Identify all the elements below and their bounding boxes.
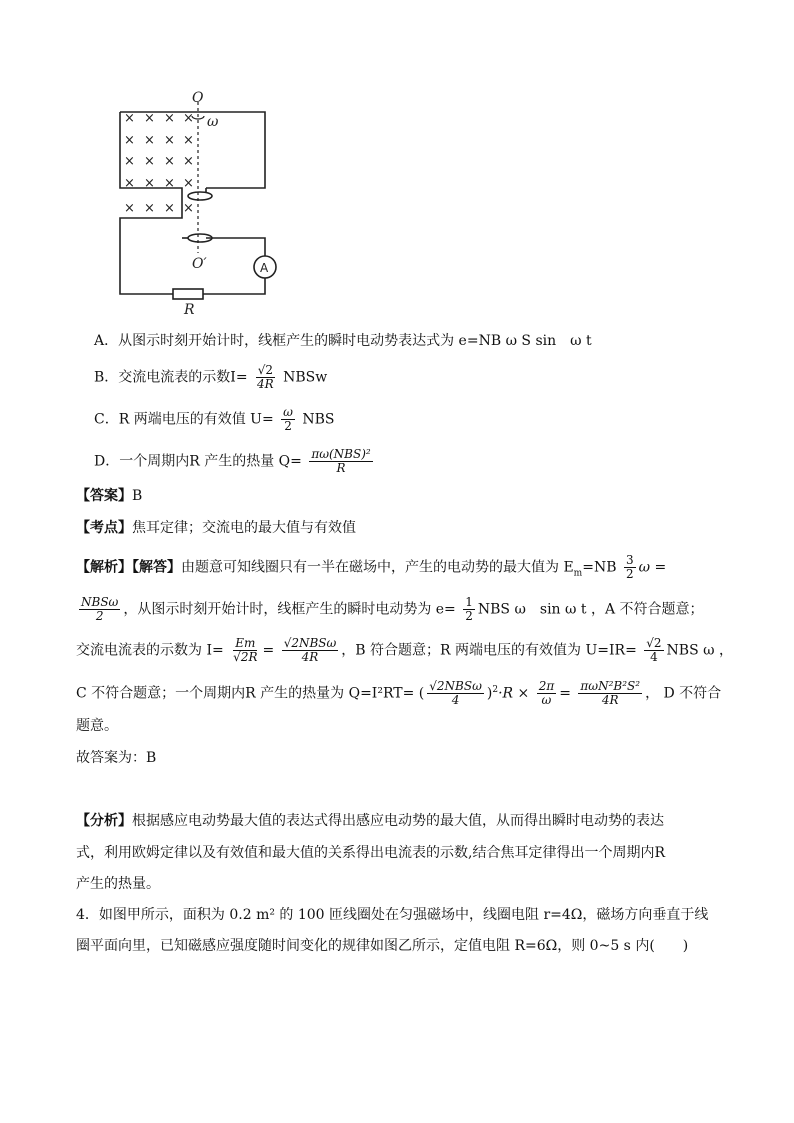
- option-b: [94, 364, 327, 391]
- fraction: [463, 596, 475, 623]
- field-cross: ×: [144, 201, 155, 216]
- frac-num: Em: [235, 636, 256, 650]
- analysis-tag: 【解析】【解答】: [76, 559, 181, 576]
- field-cross: ×: [144, 154, 155, 169]
- option-c-suffix: NBS: [302, 411, 335, 428]
- frac-den: 4: [451, 693, 460, 708]
- analysis-text: 交流电流表的示数为 I=: [76, 642, 224, 659]
- analysis-text: =NB: [582, 559, 617, 576]
- q4-line-1: 4．如图甲所示，面积为 0.2 m² 的 100 匝线圈处在匀强磁场中，线圈电阻 r=4Ω，磁场方向垂直于线: [76, 907, 709, 923]
- analysis-text: ω =: [638, 559, 667, 576]
- analysis-text: =: [262, 642, 275, 659]
- field-cross: ×: [144, 111, 155, 126]
- frac-den: 2: [465, 609, 473, 623]
- analysis-text: C 不符合题意；一个周期内R 产生的热量为 Q=I²RT=: [76, 685, 415, 702]
- analysis-text: =: [559, 685, 571, 702]
- label-o-prime: O′: [192, 256, 207, 272]
- frac-num: ω: [283, 405, 293, 419]
- analysis-line-5: 题意。: [76, 718, 118, 734]
- fenxi-line-3: 产生的热量。: [76, 876, 160, 892]
- option-b-suffix: NBSw: [283, 369, 328, 386]
- option-c-prefix: C．R 两端电压的有效值 U=: [94, 411, 274, 428]
- frac-num: 1: [465, 595, 473, 609]
- field-cross: ×: [164, 176, 175, 191]
- option-a: A．从图示时刻开始计时，线框产生的瞬时电动势表达式为 e=NB ω S sin ω t: [94, 333, 592, 349]
- field-cross: ×: [124, 133, 135, 148]
- fenxi-line-2: 式，利用欧姆定律以及有效值和最大值的关系得出电流表的示数,结合焦耳定律得出一个周期内R: [76, 845, 665, 861]
- frac-num: NBSω: [81, 595, 119, 609]
- frac-den: 2: [284, 419, 292, 433]
- field-cross: ×: [164, 154, 175, 169]
- field-cross: ×: [124, 201, 135, 216]
- analysis-text: NBS ω sin ω t ，A 不符合题意；: [477, 601, 704, 618]
- q4-line-2: 圈平面向里，已知磁感应强度随时间变化的规律如图乙所示，定值电阻 R=6Ω，则 0~5 s 内( ): [76, 938, 689, 954]
- kaodian-tag: 【考点】: [76, 520, 132, 536]
- field-cross: ×: [164, 201, 175, 216]
- kaodian-line: [76, 518, 356, 538]
- field-cross: ×: [183, 201, 194, 216]
- fraction: [624, 554, 636, 581]
- frac-den: √2R: [233, 650, 258, 664]
- frac-num: √2: [646, 636, 662, 650]
- analysis-text: ·R ×: [498, 685, 530, 702]
- frac-num: 2π: [538, 679, 555, 694]
- fenxi-text: 根据感应电动势最大值的表达式得出感应电动势的最大值，从而得出瞬时电动势的表达: [132, 813, 664, 829]
- fraction: [79, 596, 120, 623]
- kaodian-value: 焦耳定律；交流电的最大值与有效值: [132, 520, 356, 536]
- frac-den: 4R: [257, 377, 274, 391]
- option-d: [94, 448, 376, 475]
- frac-num: √2NBSω: [283, 636, 337, 650]
- field-cross: ×: [183, 111, 194, 126]
- frac-den: 2: [625, 567, 634, 581]
- frac-den: R: [336, 461, 346, 475]
- field-cross: ×: [183, 176, 194, 191]
- frac-den: 4R: [601, 693, 619, 708]
- field-cross: ×: [124, 111, 135, 126]
- field-cross: ×: [144, 133, 155, 148]
- fenxi-tag: 【分析】: [76, 813, 132, 829]
- frac-num: √2: [257, 363, 273, 377]
- frac-den: 4: [650, 650, 658, 664]
- field-cross: ×: [183, 154, 194, 169]
- option-c: [94, 406, 335, 433]
- frac-den: ω: [541, 693, 552, 708]
- analysis-text: ， D 不符合: [645, 685, 722, 702]
- ammeter-label: A: [260, 261, 269, 275]
- analysis-line-1: [76, 554, 666, 583]
- field-cross: ×: [183, 133, 194, 148]
- fraction: [537, 680, 557, 707]
- fraction: [644, 637, 663, 664]
- analysis-text: ，B 符合题意；R 两端电压的有效值为 U=IR=: [341, 642, 637, 659]
- fraction: [231, 637, 259, 664]
- frac-num: πωN²B²S²: [580, 679, 641, 694]
- analysis-text: 由题意可知线圈只有一半在磁场中，产生的电动势的最大值为 E: [181, 559, 574, 576]
- frac-num: πω(NBS)²: [311, 447, 371, 461]
- label-r: R: [184, 302, 195, 318]
- option-c-fraction: [281, 406, 295, 433]
- field-cross: ×: [164, 111, 175, 126]
- final-answer: 故答案为：B: [76, 750, 157, 766]
- answer-value: B: [132, 488, 143, 504]
- answer-line: [76, 486, 142, 506]
- option-d-prefix: D．一个周期内R 产生的热量 Q=: [94, 453, 302, 470]
- answer-tag: 【答案】: [76, 488, 132, 504]
- field-cross: ×: [144, 176, 155, 191]
- circuit-figure: [110, 88, 280, 320]
- frac-num: √2NBSω: [429, 679, 482, 694]
- field-cross: ×: [164, 133, 175, 148]
- analysis-text: NBS ω ，: [666, 642, 733, 659]
- frac-num: 3: [625, 553, 634, 567]
- analysis-text: ，从图示时刻开始计时，线框产生的瞬时电动势为 e=: [123, 601, 456, 618]
- option-b-prefix: B．交流电流表的示数I=: [94, 369, 248, 386]
- label-o: O: [192, 90, 204, 106]
- analysis-line-3: [76, 637, 733, 664]
- fraction: [427, 680, 484, 707]
- fenxi-line-1: [76, 811, 664, 831]
- subscript: m: [573, 568, 583, 579]
- frac-den: 4R: [301, 650, 319, 664]
- field-cross: ×: [124, 176, 135, 191]
- label-omega: ω: [207, 114, 219, 130]
- option-d-fraction: [309, 448, 372, 475]
- circuit-diagram: [110, 88, 280, 320]
- option-b-fraction: [255, 364, 276, 391]
- fraction: [282, 637, 339, 664]
- fraction: [578, 680, 642, 707]
- analysis-line-2: [76, 596, 704, 623]
- field-cross: ×: [124, 154, 135, 169]
- analysis-line-4: C 不符合题意；一个周期内R 产生的热量为 Q=I²RT= ( $\frac{\text{√2NBSω}}{4}$ )$^2$·R × $\frac{2\pi}{\omega}$ = $\frac{\text{πωN²B²S²}}{4R}$ ， D 不符合: [76, 679, 722, 708]
- frac-den: 2: [95, 609, 104, 623]
